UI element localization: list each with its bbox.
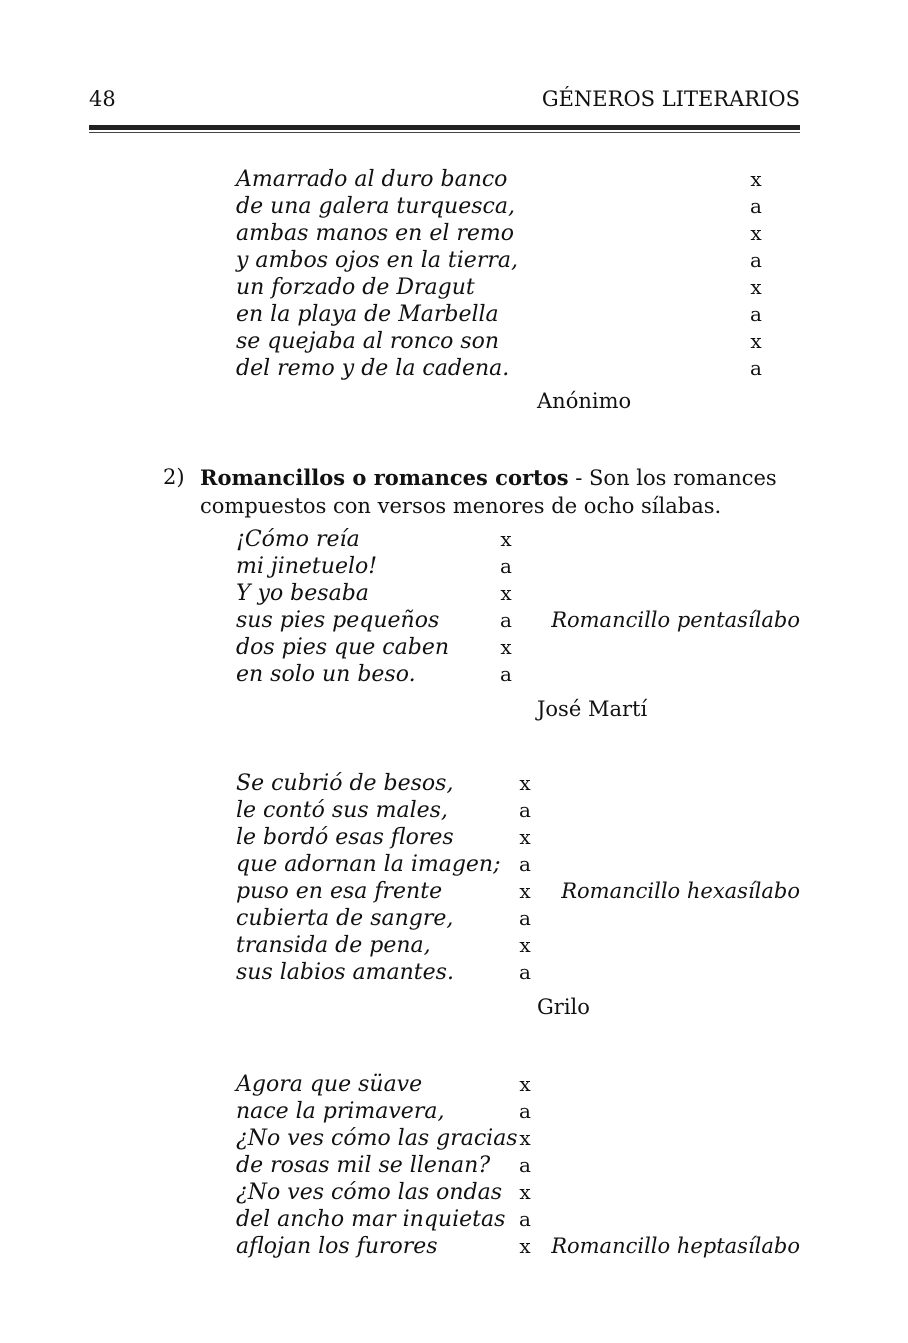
rhyme-mark: x [750, 221, 762, 245]
rhyme-mark: x [519, 1072, 531, 1096]
running-title: GÉNEROS LITERARIOS [541, 87, 800, 111]
verse-line: cubierta de sangre, [236, 906, 454, 931]
poem2-verses [236, 526, 449, 688]
verse-line: le bordó esas flores [236, 825, 454, 850]
rhyme-mark: a [750, 356, 762, 380]
rhyme-mark: a [519, 1153, 531, 1177]
poem3-rhyme-scheme [515, 770, 535, 986]
page-number: 48 [89, 87, 116, 111]
rhyme-mark: a [500, 554, 512, 578]
poem3-meter-label: Romancillo hexasílabo [561, 879, 800, 903]
rhyme-mark: x [500, 635, 512, 659]
rhyme-mark: a [750, 248, 762, 272]
verse-line: puso en esa frente [236, 879, 443, 904]
verse-line: dos pies que caben [236, 635, 450, 660]
rhyme-mark: x [519, 1126, 531, 1150]
poem3-author: Grilo [537, 995, 590, 1019]
rhyme-mark: x [519, 933, 531, 957]
poem1-author: Anónimo [537, 389, 632, 413]
poem4-rhyme-scheme [515, 1071, 535, 1260]
verse-line: transida de pena, [236, 933, 431, 958]
poem4-meter-label: Romancillo heptasílabo [551, 1234, 800, 1258]
header-rule-thin [89, 132, 800, 133]
verse-line: se quejaba al ronco son [236, 329, 500, 354]
verse-line: sus labios amantes. [236, 960, 454, 985]
verse-line: del remo y de la cadena. [236, 356, 510, 381]
rhyme-mark: x [750, 275, 762, 299]
poem4-verses [236, 1071, 518, 1260]
poem2-meter-label: Romancillo pentasílabo [551, 608, 800, 632]
rhyme-mark: x [519, 879, 531, 903]
rhyme-mark: a [500, 608, 512, 632]
rhyme-mark: x [500, 527, 512, 551]
verse-line: ¿No ves cómo las gracias [236, 1126, 518, 1151]
verse-line: le contó sus males, [236, 798, 448, 823]
verse-line: nace la primavera, [236, 1099, 445, 1124]
header-rule-thick [89, 125, 800, 130]
poem2-rhyme-scheme [496, 526, 516, 688]
rhyme-mark: a [519, 1207, 531, 1231]
verse-line: ambas manos en el remo [236, 221, 515, 246]
rhyme-mark: x [519, 1180, 531, 1204]
poem3-verses [236, 770, 501, 986]
verse-line: sus pies pequeños [236, 608, 440, 633]
section2-number: 2) [163, 465, 185, 489]
verse-line: de una galera turquesca, [236, 194, 515, 219]
section2-text-line2: compuestos con versos menores de ocho sílabas. [200, 494, 722, 518]
rhyme-mark: a [519, 798, 531, 822]
verse-line: aflojan los furores [236, 1234, 438, 1259]
rhyme-mark: a [750, 194, 762, 218]
rhyme-mark: x [750, 329, 762, 353]
verse-line: ¿No ves cómo las ondas [236, 1180, 503, 1205]
rhyme-mark: x [500, 581, 512, 605]
verse-line: Agora que süave [236, 1072, 423, 1097]
verse-line: del ancho mar inquietas [236, 1207, 506, 1232]
section2-line1 [200, 463, 777, 493]
rhyme-mark: x [750, 167, 762, 191]
verse-line: Amarrado al duro banco [236, 167, 508, 192]
rhyme-mark: a [519, 852, 531, 876]
verse-line: en la playa de Marbella [236, 302, 499, 327]
rhyme-mark: x [519, 1234, 531, 1258]
rhyme-mark: a [519, 906, 531, 930]
verse-line: ¡Cómo reía [236, 527, 360, 552]
verse-line: mi jinetuelo! [236, 554, 378, 579]
verse-line: Y yo besaba [236, 581, 369, 606]
section2-text-line1: - Son los romances [575, 466, 777, 490]
poem2-author: José Martí [537, 697, 648, 721]
rhyme-mark: a [500, 662, 512, 686]
rhyme-mark: a [750, 302, 762, 326]
section2-heading: Romancillos o romances cortos [200, 465, 569, 490]
verse-line: de rosas mil se llenan? [236, 1153, 491, 1178]
poem1-rhyme-scheme [746, 166, 766, 382]
verse-line: en solo un beso. [236, 662, 416, 687]
rhyme-mark: a [519, 960, 531, 984]
rhyme-mark: x [519, 825, 531, 849]
verse-line: y ambos ojos en la tierra, [236, 248, 518, 273]
poem1-verses [236, 166, 518, 382]
verse-line: Se cubrió de besos, [236, 771, 454, 796]
rhyme-mark: a [519, 1099, 531, 1123]
verse-line: un forzado de Dragut [236, 275, 475, 300]
rhyme-mark: x [519, 771, 531, 795]
verse-line: que adornan la imagen; [236, 852, 501, 877]
